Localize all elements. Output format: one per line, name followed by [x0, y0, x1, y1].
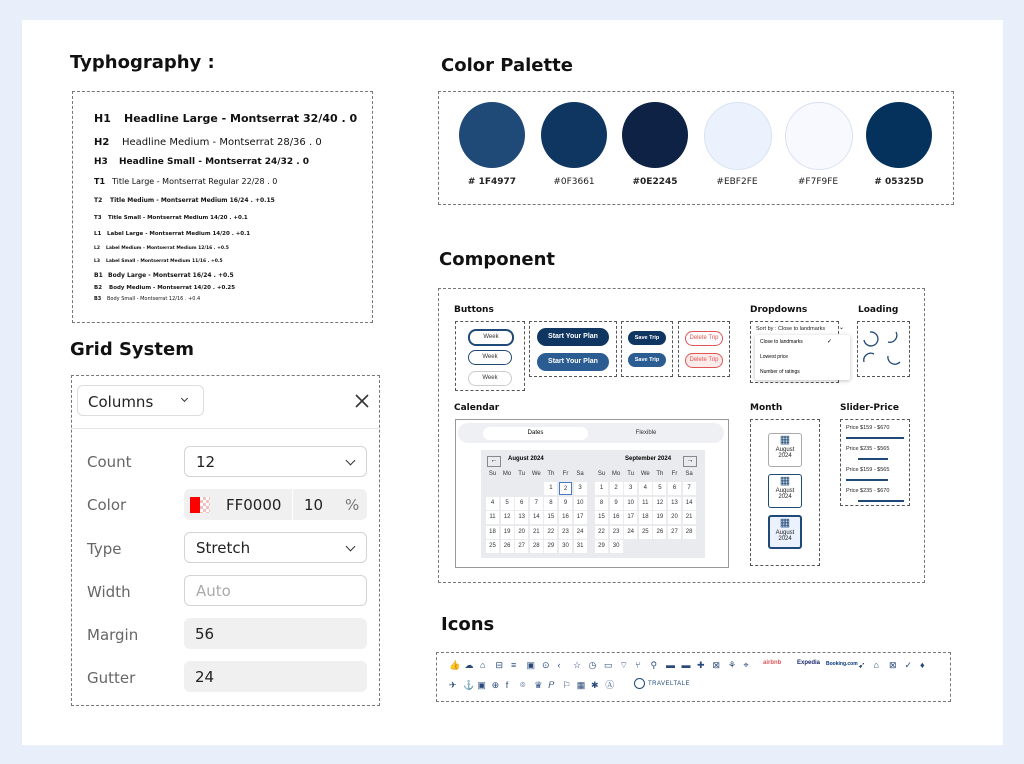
type-style-label: Headline Large - Montserrat 32/40 . 0: [124, 112, 358, 125]
traveltale-logo-icon: [634, 678, 645, 689]
color-hex-label: #F7F9FE: [797, 177, 839, 187]
chevron-down-icon: [346, 456, 356, 466]
slider-label: Slider-Price: [840, 403, 899, 413]
margin-value: 56: [195, 624, 215, 643]
type-style-label: Body Medium - Montserrat 14/20 . +0.25: [109, 285, 236, 291]
type-style-tag: T2: [94, 197, 103, 204]
calendar-day[interactable]: 4: [639, 482, 652, 495]
spinner-icon: [864, 353, 874, 362]
ui-icon: ▦: [576, 680, 586, 690]
weekday-label: Fr: [562, 471, 569, 477]
calendar-day[interactable]: 7: [530, 497, 543, 510]
calendar-day[interactable]: 15: [544, 511, 557, 524]
calendar-day[interactable]: 22: [544, 526, 557, 539]
calendar-day[interactable]: 2: [610, 482, 623, 495]
type-style-row: [94, 112, 357, 125]
typography-heading: Typhography :: [70, 52, 215, 73]
calendar-day[interactable]: 14: [683, 497, 696, 510]
calendar-day[interactable]: 27: [515, 540, 528, 553]
ui-icon: ‹: [557, 660, 561, 670]
type-style-label: Title Medium - Montserrat Medium 16/24 . +0.15: [110, 197, 275, 204]
calendar-icon: ▦: [779, 475, 791, 487]
ui-icon: ▬: [666, 660, 675, 670]
weekday-label: Mo: [502, 471, 512, 477]
ui-icon: ✓: [904, 660, 913, 670]
price-slider[interactable]: [846, 479, 888, 481]
calendar-day[interactable]: 15: [595, 511, 608, 524]
icons-heading: Icons: [441, 614, 495, 635]
month-card-label: August 2024: [775, 530, 795, 542]
spinner-icon: [888, 332, 897, 342]
calendar-day[interactable]: 26: [653, 526, 666, 539]
weekday-label: Sa: [576, 471, 584, 477]
month-title: September 2024: [625, 456, 672, 462]
calendar-label: Calendar: [454, 403, 500, 413]
type-style-row: [94, 296, 200, 302]
type-style-label: Headline Small - Montserrat 24/32 . 0: [119, 157, 310, 167]
start-plan-button[interactable]: Start Your Plan: [537, 328, 609, 346]
opacity-swatch: [200, 497, 210, 513]
color-swatch: [704, 102, 772, 170]
divider: [72, 428, 379, 429]
calendar-day[interactable]: 25: [639, 526, 652, 539]
calendar-day[interactable]: 21: [683, 511, 696, 524]
ui-icon: ⊠: [889, 660, 897, 670]
color-swatch: [785, 102, 853, 170]
calendar-icon: ▦: [779, 434, 791, 446]
ui-icon: ✈: [449, 680, 457, 690]
calendar-day[interactable]: 30: [610, 540, 623, 553]
weekday-label: Th: [656, 471, 664, 477]
ui-icon: ⚘: [728, 660, 737, 670]
ui-icon: ▬: [681, 660, 691, 670]
ui-icon: ⊠: [712, 660, 721, 670]
calendar-day[interactable]: 18: [486, 526, 499, 539]
color-swatch: [459, 102, 525, 168]
color-hex-label: #0F3661: [553, 177, 595, 187]
save-trip-button[interactable]: Save Trip: [628, 353, 666, 367]
calendar-day[interactable]: 22: [595, 526, 608, 539]
columns-select[interactable]: [77, 385, 204, 416]
calendar-day[interactable]: 13: [668, 497, 681, 510]
type-style-row: [94, 197, 275, 204]
price-slider[interactable]: [858, 500, 904, 502]
ui-icon: ☁: [464, 660, 474, 670]
color-swatch: [866, 102, 932, 168]
check-icon: ✓: [827, 339, 833, 345]
ui-icon: 𝑃: [548, 680, 555, 690]
airbnb-logo: airbnb: [763, 660, 782, 666]
loading-label: Loading: [858, 305, 899, 315]
chevron-down-icon: [346, 542, 356, 552]
type-style-tag: T1: [94, 177, 106, 186]
weekday-label: Fr: [671, 471, 678, 477]
calendar-day[interactable]: 31: [574, 540, 587, 553]
week-button[interactable]: Week: [468, 329, 514, 346]
ui-icon: ⚲: [650, 660, 658, 670]
type-style-tag: H1: [94, 112, 111, 125]
calendar-day[interactable]: 11: [639, 497, 652, 510]
component-heading: Component: [439, 249, 556, 270]
calendar-day[interactable]: 28: [530, 540, 543, 553]
expedia-logo: Expedia: [797, 660, 821, 666]
weekday-label: Sa: [685, 471, 693, 477]
month-card[interactable]: [768, 515, 802, 549]
spinner-icon: [864, 332, 878, 346]
buttons-label: Buttons: [454, 305, 494, 315]
calendar-day[interactable]: 10: [574, 497, 587, 510]
calendar-day[interactable]: 17: [624, 511, 637, 524]
dropdown-option[interactable]: Number of ratings: [760, 369, 800, 375]
weekday-label: Tu: [627, 471, 635, 477]
ui-icon: ⌾: [520, 680, 526, 690]
close-icon[interactable]: [353, 392, 371, 410]
calendar-day[interactable]: 5: [653, 482, 666, 495]
width-placeholder: Auto: [196, 581, 231, 600]
calendar-day[interactable]: 3: [624, 482, 637, 495]
sort-dropdown-value: Sort by : Close to landmarks: [756, 326, 826, 332]
ui-icon: ➹: [858, 660, 866, 670]
sort-dropdown[interactable]: [753, 323, 848, 335]
type-style-row: [94, 177, 277, 186]
gutter-input[interactable]: [184, 661, 367, 692]
dropdowns-label: Dropdowns: [750, 305, 808, 315]
type-value: Stretch: [196, 538, 251, 557]
calendar-day[interactable]: 24: [624, 526, 637, 539]
calendar-day[interactable]: 7: [683, 482, 696, 495]
width-label: Width: [87, 583, 131, 601]
calendar-day[interactable]: 24: [574, 526, 587, 539]
calendar-day[interactable]: 12: [653, 497, 666, 510]
type-style-tag: L1: [94, 231, 102, 237]
price-range-label: Price $159 - $565: [846, 467, 890, 473]
calendar-day[interactable]: 1: [595, 482, 608, 495]
grid-heading: Grid System: [70, 339, 194, 360]
type-style-tag: T3: [94, 215, 102, 221]
calendar-day[interactable]: 28: [683, 526, 696, 539]
weekday-label: Su: [488, 471, 497, 477]
loading-spinners: [860, 326, 910, 374]
type-style-row: [94, 272, 234, 279]
calendar-day[interactable]: 2: [559, 482, 572, 495]
chevron-down-icon[interactable]: ⌄: [839, 325, 845, 331]
chevron-down-icon: [181, 395, 188, 402]
ui-icon: ◷: [588, 660, 597, 670]
ui-icon: ⌂: [873, 660, 879, 670]
calendar-day[interactable]: 8: [544, 497, 557, 510]
type-style-row: [94, 259, 223, 264]
delete-trip-button[interactable]: Delete Trip: [685, 331, 723, 346]
calendar-day[interactable]: 5: [501, 497, 514, 510]
calendar-day[interactable]: 29: [544, 540, 557, 553]
ui-icon: ≡: [511, 660, 517, 670]
calendar-day[interactable]: 6: [515, 497, 528, 510]
calendar-day[interactable]: 9: [559, 497, 572, 510]
color-hex[interactable]: FF0000: [226, 496, 282, 514]
delete-buttons-group: [678, 321, 730, 377]
calendar-day[interactable]: 4: [486, 497, 499, 510]
type-style-label: Label Medium - Montserrat Medium 12/16 . +0.5: [106, 246, 229, 251]
weekday-label: Th: [547, 471, 555, 477]
weekday-label: We: [531, 471, 541, 477]
ui-icon: ⊙: [542, 660, 550, 670]
type-style-tag: L3: [94, 259, 100, 264]
calendar-day[interactable]: 8: [595, 497, 608, 510]
month-card-label: August 2024: [775, 488, 795, 500]
calendar-day[interactable]: 21: [530, 526, 543, 539]
weekday-label: Tu: [518, 471, 526, 477]
traveltale-logo: TRAVELTALE: [648, 681, 691, 687]
type-style-label: Body Small - Montserrat 12/16 . +0.4: [107, 296, 201, 302]
dropdown-option[interactable]: Close to landmarks: [760, 339, 803, 345]
calendar-day[interactable]: 9: [610, 497, 623, 510]
price-slider[interactable]: [858, 458, 888, 460]
start-plan-button[interactable]: Start Your Plan: [537, 353, 609, 371]
calendar-day[interactable]: 25: [486, 540, 499, 553]
ui-icon: f: [505, 680, 509, 690]
type-style-label: Title Large - Montserrat Regular 22/28 . 0: [112, 177, 278, 186]
calendar-day[interactable]: 17: [574, 511, 587, 524]
delete-trip-button[interactable]: Delete Trip: [685, 353, 723, 368]
color-swatch[interactable]: [190, 497, 200, 513]
ui-icon: ⊟: [495, 660, 504, 670]
next-month-icon[interactable]: →: [683, 456, 697, 467]
price-range-label: Price $235 - $565: [846, 446, 890, 452]
columns-select-value: Columns: [88, 393, 154, 411]
ui-icon: ☆: [573, 660, 582, 670]
divider: [292, 489, 293, 520]
calendar-day[interactable]: 27: [668, 526, 681, 539]
gutter-label: Gutter: [87, 669, 136, 687]
ui-icon: ♦: [920, 660, 925, 670]
calendar-day[interactable]: 1: [544, 482, 557, 495]
calendar-icon: ▦: [779, 517, 791, 529]
dropdown-option[interactable]: Lowest price: [760, 354, 789, 360]
ui-icon: ▭: [604, 660, 613, 670]
ui-icon: ✚: [697, 660, 705, 670]
calendar-day[interactable]: 14: [530, 511, 543, 524]
weekday-label: Mo: [611, 471, 621, 477]
type-style-row: [94, 137, 322, 148]
week-button[interactable]: Week: [468, 350, 512, 365]
ui-icon: 👍: [449, 660, 461, 670]
week-button[interactable]: Week: [468, 371, 512, 386]
gutter-value: 24: [195, 667, 215, 686]
ui-icon: ⌖: [743, 660, 749, 670]
save-trip-button[interactable]: Save Trip: [628, 331, 666, 345]
calendar-day[interactable]: 19: [653, 511, 666, 524]
month-title: August 2024: [508, 456, 544, 462]
price-range-label: Price $235 - $670: [846, 488, 890, 494]
type-style-row: [94, 246, 229, 251]
type-style-label: Label Small - Montserrat Medium 11/16 . +0.5: [106, 259, 223, 264]
type-style-row: [94, 157, 309, 167]
type-style-label: Title Small - Montserrat Medium 14/20 . +0.1: [108, 215, 248, 221]
margin-input[interactable]: [184, 618, 367, 649]
calendar-day[interactable]: 20: [668, 511, 681, 524]
type-style-row: [94, 231, 250, 237]
ui-icon: ▣: [526, 660, 536, 670]
type-style-label: Body Large - Montserrat 16/24 . +0.5: [108, 272, 234, 279]
ui-icon: ⌔: [619, 660, 628, 670]
prev-month-icon[interactable]: ←: [487, 456, 501, 467]
type-style-tag: L2: [94, 246, 100, 251]
count-value: 12: [196, 452, 216, 471]
calendar-day[interactable]: 19: [501, 526, 514, 539]
type-style-tag: B1: [94, 272, 103, 279]
type-select[interactable]: [184, 532, 367, 563]
ui-icon: ▣: [477, 680, 486, 690]
ui-icon: ⌂: [480, 660, 486, 670]
calendar-day[interactable]: 13: [515, 511, 528, 524]
ui-icon: ⊕: [491, 680, 500, 690]
save-buttons-group: [621, 321, 673, 377]
color-opacity[interactable]: 10: [304, 496, 324, 514]
color-hex-label: # 1F4977: [467, 177, 517, 187]
palette-heading: Color Palette: [441, 55, 573, 76]
color-hex-label: # 05325D: [874, 177, 924, 187]
color-hex-label: #EBF2FE: [716, 177, 758, 187]
calendar-day[interactable]: 18: [639, 511, 652, 524]
tab-flexible[interactable]: Flexible: [635, 430, 657, 436]
calendar-day[interactable]: 3: [574, 482, 587, 495]
calendar-day[interactable]: 23: [610, 526, 623, 539]
type-style-label: Headline Medium - Montserrat 28/36 . 0: [122, 137, 322, 148]
count-label: Count: [87, 453, 132, 471]
calendar-day[interactable]: 26: [501, 540, 514, 553]
count-select[interactable]: [184, 446, 367, 477]
color-swatch: [541, 102, 607, 168]
margin-label: Margin: [87, 626, 139, 644]
dropdown-menu: [755, 335, 850, 380]
calendar-day[interactable]: 11: [486, 511, 499, 524]
ui-icon: Ⓐ: [605, 680, 615, 690]
color-label: Color: [87, 496, 127, 514]
booking-logo: Booking.com: [826, 661, 858, 667]
month-card[interactable]: [768, 474, 802, 508]
weekday-label: Su: [597, 471, 606, 477]
calendar-day[interactable]: 16: [610, 511, 623, 524]
calendar-day[interactable]: 12: [501, 511, 514, 524]
calendar-day[interactable]: 10: [624, 497, 637, 510]
calendar-day[interactable]: 30: [559, 540, 572, 553]
type-style-tag: H3: [94, 157, 108, 167]
tab-dates[interactable]: Dates: [483, 427, 588, 440]
calendar-day[interactable]: 16: [559, 511, 572, 524]
ui-icon: ⑂: [635, 660, 641, 670]
month-card-label: August 2024: [775, 447, 795, 459]
width-input[interactable]: [184, 575, 367, 606]
calendar-day[interactable]: 6: [668, 482, 681, 495]
price-range-label: Price $159 - $670: [846, 425, 890, 431]
type-style-row: [94, 215, 248, 221]
ui-icon: ⚓: [463, 680, 475, 690]
price-slider[interactable]: [846, 437, 904, 439]
percent-unit: %: [345, 496, 360, 514]
month-card[interactable]: [768, 433, 802, 467]
spinner-icon: [888, 356, 900, 364]
calendar-day[interactable]: 29: [595, 540, 608, 553]
calendar-day[interactable]: 23: [559, 526, 572, 539]
ui-icon: ✱: [591, 680, 599, 690]
type-style-row: [94, 285, 235, 291]
color-field[interactable]: [184, 489, 367, 520]
type-style-tag: H2: [94, 137, 110, 148]
calendar-day[interactable]: 20: [515, 526, 528, 539]
ui-icon: ♛: [534, 680, 543, 690]
ui-icon: ⚐: [562, 680, 571, 690]
color-swatch: [622, 102, 688, 168]
type-style-tag: B2: [94, 285, 103, 291]
type-style-label: Label Large - Montserrat Medium 14/20 . +0.1: [107, 231, 251, 237]
month-label: Month: [750, 403, 783, 413]
type-style-tag: B3: [94, 296, 102, 302]
color-hex-label: #0E2245: [632, 177, 678, 187]
weekday-label: We: [640, 471, 650, 477]
type-label: Type: [87, 540, 122, 558]
